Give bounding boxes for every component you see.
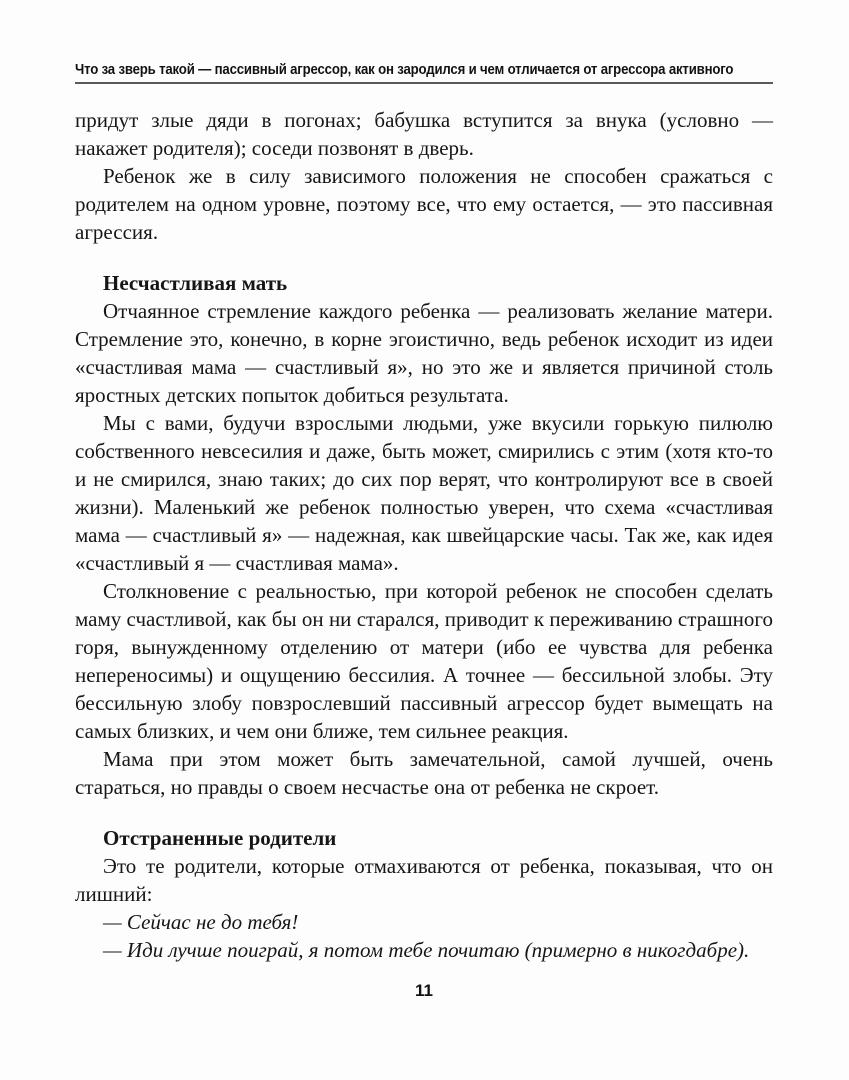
- paragraph: Ребенок же в силу зависимого положения не способен сражаться с родителем на одном уровне, поэтому все, что ему остается, — это пассивная агрессия.: [75, 164, 773, 244]
- page-number: 11: [415, 981, 433, 1000]
- paragraph: Мы с вами, будучи взрослыми людьми, уже вкусили горькую пилюлю собственного невсесилия и даже, быть может, смирились с этим (хотя кто-то и не смирился, знаю таких; до сих пор верят, что контролируют все в своей жизни). Маленький же ребенок полностью уверен, что схема «счастливая мама — счастливый я» — надежная, как швейцарские часы. Так же, как идея «счастливый я — счастливая мама».: [75, 411, 773, 575]
- running-header: [75, 61, 773, 79]
- section-heading: Отстраненные родители: [103, 826, 337, 850]
- paragraph: Это те родители, которые отмахиваются от ребенка, показывая, что он лишний:: [75, 854, 773, 906]
- running-header-title: Что за зверь такой — пассивный агрессор, как он зародился и чем отличается от агрессора активного: [75, 61, 734, 78]
- paragraph: Столкновение с реальностью, при которой ребенок не способен сделать маму счастливой, как бы он ни старался, приводит к переживанию страшного горя, вынужденному отделению от матери (ибо ее чувства для ребенка непереносимы) и ощущению бессилия. А точнее — бессильной злобы. Эту бессильную злобу повзрослевший пассивный агрессор будет вымещать на самых близких, и чем они ближе, тем сильнее реакция.: [75, 579, 773, 743]
- paragraph: Отчаянное стремление каждого ребенка — реализовать желание матери. Стремление это, конечно, в корне эгоистично, ведь ребенок исходит из идеи «счастливая мама — счастливый я», но это же и является причиной столь яростных детских попыток добиться результата.: [75, 299, 773, 407]
- paragraph: Мама при этом может быть замечательной, самой лучшей, очень стараться, но правды о своем несчастье она от ребенка не скроет.: [75, 747, 773, 799]
- header-rule-divider: [75, 82, 773, 84]
- page-content: [75, 106, 773, 964]
- dialogue-line: — Сейчас не до тебя!: [103, 910, 299, 934]
- section-heading: Несчастливая мать: [103, 271, 288, 295]
- dialogue-line: — Иди лучше поиграй, я потом тебе почитаю (примерно в никогдабре).: [103, 938, 750, 962]
- paragraph: придут злые дяди в погонах; бабушка вступится за внука (условно — накажет родителя); соседи позвонят в дверь.: [75, 108, 773, 160]
